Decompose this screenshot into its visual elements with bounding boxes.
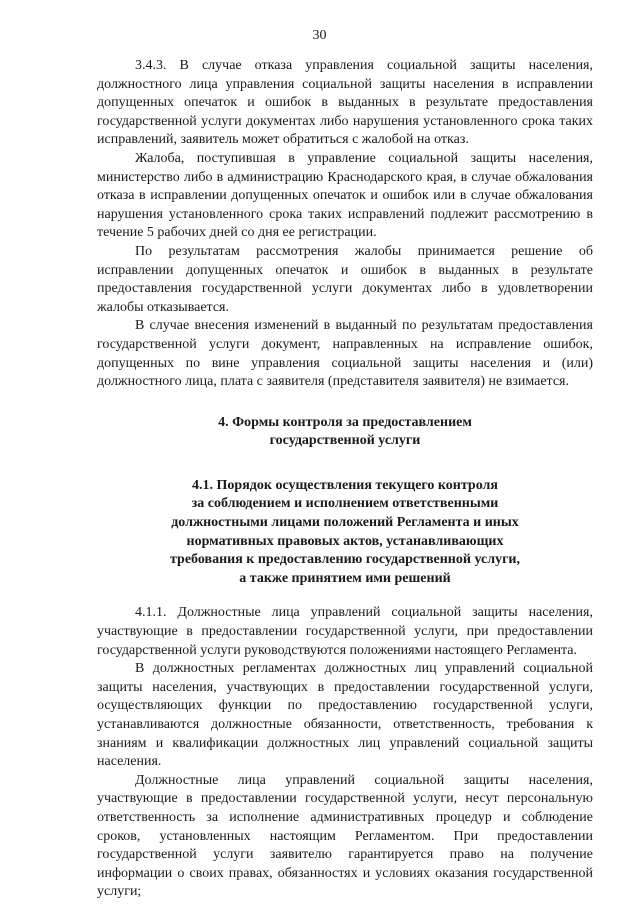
page-number: 30 bbox=[312, 28, 327, 43]
paragraph-complaint: Жалоба, поступившая в управление социальной защиты населения, министерство либо в администрацию Краснодарского края, в случае обжалования отказа в исправлении допущенных опечаток и ошибок или в случае обжалования нарушения установленного срока таких исправлений подлежит рассмотрению в течение 5 рабочих дней со дня ее регистрации. bbox=[97, 150, 593, 241]
section-4-heading bbox=[97, 414, 593, 451]
paragraph-no-fee: В случае внесения изменений в выданный по результатам предоставления государственной услуги документ, направленных на исправление ошибок, допущенных по вине управления социальной защиты населения и (или) должностного лица, плата с заявителя (представителя заявителя) не взимается. bbox=[97, 318, 593, 390]
section-4-1-heading-line: нормативных правовых актов, устанавливающих bbox=[186, 533, 504, 549]
paragraph-complaint-result: По результатам рассмотрения жалобы принимается решение об исправлении допущенных опечаток и ошибок в выданных в результате предоставления государственной услуги документах либо в удовлетворении жалобы отказывается. bbox=[97, 243, 593, 315]
section-4-1-heading-line: должностными лицами положений Регламента и иных bbox=[171, 515, 519, 531]
paragraph-job-regulations: В должностных регламентах должностных лиц управлений социальной защиты населения, участвующих в предоставлении государственной услуги, осуществляющих функции по предоставлению государственной услуги, устанавливаются должностные обязанности, ответственность, требования к знаниям и квалификации должностных лиц управлений социальной защиты населения. bbox=[97, 661, 593, 770]
section-4-heading-line: государственной услуги bbox=[269, 433, 421, 449]
paragraph-3-4-3: 3.4.3. В случае отказа управления социальной защиты населения, должностного лица управления социальной защиты населения в исправлении допущенных опечаток и ошибок в выданных в результате предоставления государственной услуги документах либо нарушения установленного срока таких исправлений, заявитель может обратиться с жалобой на отказ. bbox=[97, 58, 593, 148]
paragraph-4-1-1: 4.1.1. Должностные лица управлений социальной защиты населения, участвующие в предоставлении государственной услуги, при предоставлении государственной услуги руководствуются положениями настоящего Регламента. bbox=[97, 605, 593, 658]
section-4-1-heading-line: требования к предоставлению государственной услуги, bbox=[170, 552, 520, 568]
section-4-heading-line: 4. Формы контроля за предоставлением bbox=[218, 414, 472, 430]
page-content bbox=[97, 57, 593, 902]
section-4-1-heading-line: за соблюдением и исполнением ответственными bbox=[191, 496, 499, 512]
section-4-1-heading bbox=[97, 477, 593, 589]
paragraph-responsibility: Должностные лица управлений социальной защиты населения, участвующие в предоставлении государственной услуги, несут персональную ответственность за исполнение административных процедур и соблюдение сроков, установленных настоящим Регламентом. При предоставлении государственной услуги заявителю гарантируется право на получение информации о своих правах, обязанностях и условиях оказания государственной услуги; bbox=[97, 772, 593, 900]
section-4-1-heading-line: а также принятием ими решений bbox=[239, 570, 451, 586]
section-4-1-heading-line: 4.1. Порядок осуществления текущего контроля bbox=[192, 477, 498, 493]
